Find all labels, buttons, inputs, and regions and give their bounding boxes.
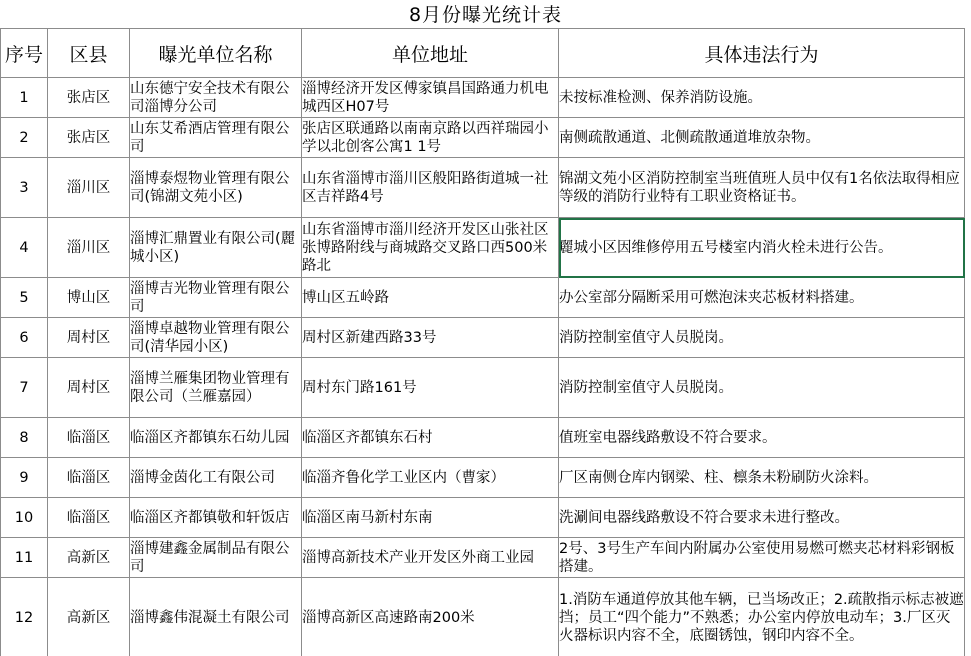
cell-unit-name[interactable]: 淄博汇鼎置业有限公司(麗城小区) [130,218,302,278]
cell-index[interactable]: 7 [1,358,48,418]
table-row [1,78,965,118]
cell-address[interactable]: 张店区联通路以南南京路以西祥瑞园小学以北创客公寓1 1号 [302,118,559,158]
cell-address[interactable]: 淄博经济开发区傅家镇昌国路通力机电城西区H07号 [302,78,559,118]
cell-district[interactable]: 周村区 [48,318,130,358]
header-cell-index[interactable]: 序号 [1,29,48,78]
cell-violation[interactable]: 未按标准检测、保养消防设施。 [559,78,965,118]
cell-violation[interactable]: 办公室部分隔断采用可燃泡沫夹芯板材料搭建。 [559,278,965,318]
cell-district[interactable]: 临淄区 [48,458,130,498]
cell-address[interactable]: 博山区五岭路 [302,278,559,318]
cell-address[interactable]: 周村东门路161号 [302,358,559,418]
cell-unit-name[interactable]: 淄博泰煜物业管理有限公司(锦湖文苑小区) [130,158,302,218]
cell-district[interactable]: 高新区 [48,538,130,578]
cell-unit-name[interactable]: 淄博建鑫金属制品有限公司 [130,538,302,578]
cell-district[interactable]: 张店区 [48,118,130,158]
cell-index[interactable]: 12 [1,578,48,656]
header-cell-name[interactable]: 曝光单位名称 [130,29,302,78]
cell-unit-name[interactable]: 淄博金茵化工有限公司 [130,458,302,498]
table-row [1,218,965,278]
cell-district[interactable]: 高新区 [48,578,130,656]
cell-unit-name[interactable]: 山东德宁安全技术有限公司淄博分公司 [130,78,302,118]
table-row [1,278,965,318]
cell-unit-name[interactable]: 淄博鑫伟混凝土有限公司 [130,578,302,656]
cell-address[interactable]: 临淄区南马新村东南 [302,498,559,538]
cell-district[interactable]: 张店区 [48,78,130,118]
table-row [1,578,965,656]
table-row [1,498,965,538]
table-row [1,538,965,578]
cell-district[interactable]: 淄川区 [48,158,130,218]
exposure-table [0,28,965,656]
cell-violation[interactable]: 2号、3号生产车间内附属办公室使用易燃可燃夹芯材料彩钢板搭建。 [559,538,965,578]
cell-violation[interactable]: 锦湖文苑小区消防控制室当班值班人员中仅有1名依法取得相应等级的消防行业特有工职业资格证书。 [559,158,965,218]
cell-index[interactable]: 5 [1,278,48,318]
cell-violation[interactable]: 洗涮间电器线路敷设不符合要求未进行整改。 [559,498,965,538]
cell-address[interactable]: 山东省淄博市淄川区般阳路街道城一社区吉祥路4号 [302,158,559,218]
table-row [1,118,965,158]
cell-address[interactable]: 淄博高新区高速路南200米 [302,578,559,656]
table-row [1,158,965,218]
cell-unit-name[interactable]: 淄博吉光物业管理有限公司 [130,278,302,318]
cell-index[interactable]: 8 [1,418,48,458]
header-row [1,29,965,78]
header-cell-address[interactable]: 单位地址 [302,29,559,78]
cell-district[interactable]: 博山区 [48,278,130,318]
cell-unit-name[interactable]: 淄博兰雁集团物业管理有限公司（兰雁嘉园） [130,358,302,418]
table-row [1,418,965,458]
cell-violation[interactable]: 厂区南侧仓库内钢梁、柱、檩条未粉刷防火涂料。 [559,458,965,498]
cell-violation[interactable]: 值班室电器线路敷设不符合要求。 [559,418,965,458]
cell-district[interactable]: 淄川区 [48,218,130,278]
cell-index[interactable]: 11 [1,538,48,578]
cell-unit-name[interactable]: 临淄区齐都镇东石幼儿园 [130,418,302,458]
cell-index[interactable]: 6 [1,318,48,358]
cell-district[interactable]: 临淄区 [48,498,130,538]
cell-address[interactable]: 周村区新建西路33号 [302,318,559,358]
cell-address[interactable]: 临淄齐鲁化学工业区内（曹家） [302,458,559,498]
cell-violation[interactable]: 消防控制室值守人员脱岗。 [559,318,965,358]
cell-unit-name[interactable]: 山东艾希酒店管理有限公司 [130,118,302,158]
cell-violation[interactable]: 消防控制室值守人员脱岗。 [559,358,965,418]
cell-district[interactable]: 临淄区 [48,418,130,458]
cell-index[interactable]: 9 [1,458,48,498]
cell-unit-name[interactable]: 淄博卓越物业管理有限公司(清华园小区) [130,318,302,358]
cell-district[interactable]: 周村区 [48,358,130,418]
cell-index[interactable]: 3 [1,158,48,218]
cell-index[interactable]: 10 [1,498,48,538]
cell-violation[interactable]: 南侧疏散通道、北侧疏散通道堆放杂物。 [559,118,965,158]
table-row [1,458,965,498]
table-row [1,318,965,358]
header-cell-violation[interactable]: 具体违法行为 [559,29,965,78]
cell-index[interactable]: 1 [1,78,48,118]
cell-address[interactable]: 临淄区齐都镇东石村 [302,418,559,458]
cell-violation[interactable]: 1.消防车通道停放其他车辆，已当场改正；2.疏散指示标志被遮挡；员工“四个能力”不熟悉；办公室内停放电动车；3.厂区灭火器标识内容不全，底圈锈蚀，钢印内容不全。 [559,578,965,656]
cell-address[interactable]: 山东省淄博市淄川经济开发区山张社区张博路附线与商城路交叉路口西500米路北 [302,218,559,278]
cell-index[interactable]: 4 [1,218,48,278]
cell-unit-name[interactable]: 临淄区齐都镇敬和轩饭店 [130,498,302,538]
cell-index[interactable]: 2 [1,118,48,158]
cell-violation-selected[interactable]: 麗城小区因维修停用五号楼室内消火栓未进行公告。 [559,218,965,278]
header-cell-district[interactable]: 区县 [48,29,130,78]
table-row [1,358,965,418]
cell-address[interactable]: 淄博高新技术产业开发区外商工业园 [302,538,559,578]
sheet-title[interactable]: 8月份曝光统计表 [408,4,563,26]
